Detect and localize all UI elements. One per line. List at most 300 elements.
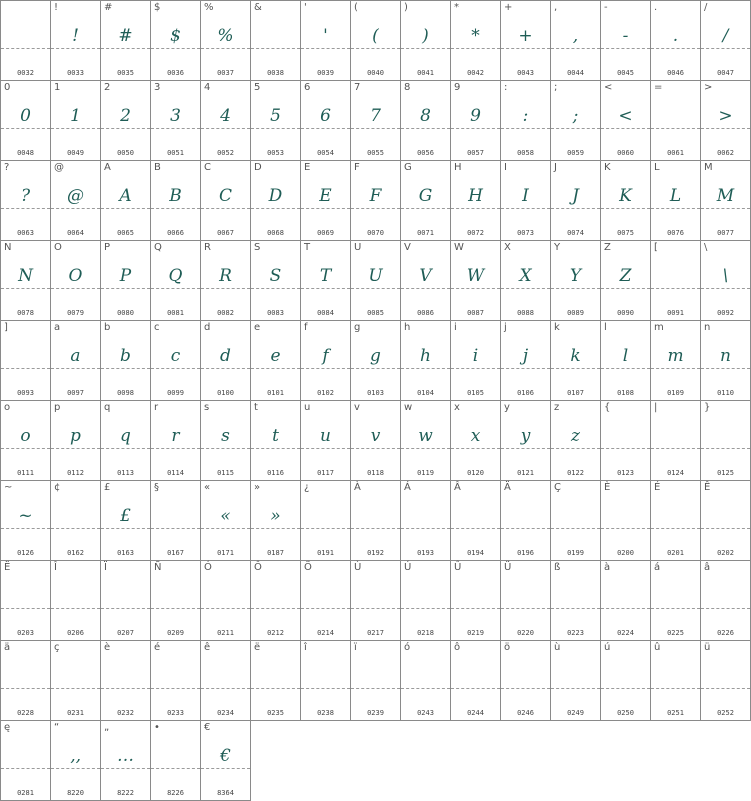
baseline-divider	[51, 528, 100, 529]
reference-char: E	[304, 162, 311, 173]
reference-char: Ä	[504, 482, 511, 493]
font-glyph: M	[716, 186, 735, 206]
char-code: 0064	[67, 229, 84, 237]
reference-char: 3	[154, 82, 161, 93]
char-code: 0069	[317, 229, 334, 237]
char-code: 0038	[267, 69, 284, 77]
font-glyph: >	[718, 106, 733, 126]
char-code: 0123	[617, 469, 634, 477]
reference-char: Û	[454, 562, 462, 573]
char-cell-0068	[251, 161, 301, 241]
char-code: 8364	[217, 789, 234, 797]
baseline-divider	[401, 128, 450, 129]
char-cell-0100	[201, 321, 251, 401]
char-cell-0231	[51, 641, 101, 721]
baseline-divider	[201, 208, 250, 209]
font-glyph	[651, 103, 700, 129]
char-code: 0071	[417, 229, 434, 237]
reference-char: ß	[554, 562, 561, 573]
char-cell-0207	[101, 561, 151, 641]
char-code: 0050	[117, 149, 134, 157]
font-glyph	[501, 663, 550, 689]
char-code: 0059	[567, 149, 584, 157]
char-cell-0232	[101, 641, 151, 721]
font-glyph: )	[422, 26, 429, 46]
char-code: 0060	[617, 149, 634, 157]
reference-char: d	[204, 322, 211, 333]
char-cell-0045	[601, 1, 651, 81]
reference-char: q	[104, 402, 111, 413]
char-cell-0224	[601, 561, 651, 641]
char-code: 0194	[467, 549, 484, 557]
char-cell-0073	[501, 161, 551, 241]
baseline-divider	[251, 288, 300, 289]
reference-char: i	[454, 322, 457, 333]
font-glyph: R	[219, 266, 232, 286]
font-glyph	[251, 23, 300, 49]
char-cell-8220	[51, 721, 101, 801]
font-glyph: !	[72, 26, 79, 46]
reference-char: S	[254, 242, 261, 253]
baseline-divider	[401, 448, 450, 449]
char-code: 0238	[317, 709, 334, 717]
font-glyph: 5	[270, 106, 281, 126]
font-glyph: F	[369, 186, 382, 206]
char-code: 0057	[467, 149, 484, 157]
baseline-divider	[701, 688, 750, 689]
char-code: 0115	[217, 469, 234, 477]
baseline-divider	[651, 288, 700, 289]
font-glyph	[401, 583, 450, 609]
char-code: 0192	[367, 549, 384, 557]
char-cell-0233	[151, 641, 201, 721]
font-glyph	[401, 663, 450, 689]
char-cell-0043	[501, 1, 551, 81]
font-glyph	[451, 583, 500, 609]
font-glyph: *	[471, 26, 480, 46]
reference-char: Ú	[404, 562, 412, 573]
char-cell-0064	[51, 161, 101, 241]
baseline-divider	[451, 528, 500, 529]
char-cell-0252	[701, 641, 751, 721]
char-cell-0251	[651, 641, 701, 721]
font-glyph: c	[170, 346, 181, 366]
char-cell-0243	[401, 641, 451, 721]
reference-char: ,	[554, 2, 558, 13]
reference-char: T	[304, 242, 311, 253]
reference-char: H	[454, 162, 462, 173]
reference-char: ï	[354, 642, 357, 653]
char-code: 0108	[617, 389, 634, 397]
reference-char: 7	[354, 82, 361, 93]
char-cell-0192	[351, 481, 401, 561]
char-cell-0124	[651, 401, 701, 481]
char-code: 0045	[617, 69, 634, 77]
char-cell-0209	[151, 561, 201, 641]
char-code: 0225	[667, 629, 684, 637]
baseline-divider	[1, 688, 50, 689]
baseline-divider	[701, 128, 750, 129]
font-glyph	[151, 663, 200, 689]
char-cell-0097	[51, 321, 101, 401]
char-cell-0033	[51, 1, 101, 81]
baseline-divider	[1, 448, 50, 449]
char-code: 8226	[167, 789, 184, 797]
font-glyph	[51, 503, 100, 529]
char-code: 0250	[617, 709, 634, 717]
reference-char: O	[54, 242, 62, 253]
char-cell-0281	[1, 721, 51, 801]
font-glyph	[601, 503, 650, 529]
font-glyph: $	[170, 26, 181, 46]
reference-char: Ñ	[154, 562, 162, 573]
char-code: 0058	[517, 149, 534, 157]
char-cell-0119	[401, 401, 451, 481]
char-code: 0087	[467, 309, 484, 317]
reference-char: -	[604, 2, 608, 13]
char-cell-0167	[151, 481, 201, 561]
reference-char: G	[404, 162, 412, 173]
font-glyph: 8	[420, 106, 431, 126]
char-code: 0112	[67, 469, 84, 477]
baseline-divider	[101, 688, 150, 689]
reference-char: Ù	[354, 562, 362, 573]
font-glyph	[451, 503, 500, 529]
baseline-divider	[451, 48, 500, 49]
char-cell-0206	[51, 561, 101, 641]
baseline-divider	[1, 528, 50, 529]
font-glyph: m	[667, 346, 684, 366]
reference-char: k	[554, 322, 560, 333]
char-cell-0228	[1, 641, 51, 721]
reference-char: î	[304, 642, 307, 653]
char-code: 0252	[717, 709, 734, 717]
font-glyph	[1, 743, 50, 769]
char-code: 0207	[117, 629, 134, 637]
char-cell-0048	[1, 81, 51, 161]
char-code: 0102	[317, 389, 334, 397]
reference-char: <	[604, 82, 613, 93]
font-glyph: C	[218, 186, 232, 206]
reference-char: b	[104, 322, 111, 333]
baseline-divider	[401, 528, 450, 529]
baseline-divider	[401, 608, 450, 609]
font-glyph: /	[722, 26, 729, 46]
char-cell-0238	[301, 641, 351, 721]
font-glyph	[51, 663, 100, 689]
font-glyph	[1, 583, 50, 609]
baseline-divider	[601, 48, 650, 49]
char-code: 0228	[17, 709, 34, 717]
char-code: 0046	[667, 69, 684, 77]
baseline-divider	[501, 48, 550, 49]
baseline-divider	[451, 208, 500, 209]
reference-char: 4	[204, 82, 211, 93]
font-glyph: r	[171, 426, 180, 446]
char-cell-0055	[351, 81, 401, 161]
char-cell-0246	[501, 641, 551, 721]
char-code: 0251	[667, 709, 684, 717]
char-code: 0054	[317, 149, 334, 157]
font-glyph: n	[720, 346, 731, 366]
char-cell-0162	[51, 481, 101, 561]
font-glyph: s	[221, 426, 230, 446]
baseline-divider	[501, 208, 550, 209]
font-glyph: €	[220, 746, 231, 766]
char-code: 0093	[17, 389, 34, 397]
char-cell-0116	[251, 401, 301, 481]
char-cell-0071	[401, 161, 451, 241]
char-cell-0084	[301, 241, 351, 321]
baseline-divider	[51, 368, 100, 369]
reference-char: U	[354, 242, 362, 253]
baseline-divider	[351, 368, 400, 369]
baseline-divider	[101, 368, 150, 369]
reference-char: ô	[454, 642, 461, 653]
char-cell-0112	[51, 401, 101, 481]
font-glyph: -	[622, 26, 629, 46]
baseline-divider	[351, 208, 400, 209]
baseline-divider	[601, 288, 650, 289]
reference-char: À	[354, 482, 361, 493]
font-glyph: »	[270, 506, 281, 526]
char-code: 0246	[517, 709, 534, 717]
char-code: 0099	[167, 389, 184, 397]
baseline-divider	[551, 368, 600, 369]
font-glyph	[1, 23, 50, 49]
font-glyph: N	[18, 266, 33, 286]
reference-char: C	[204, 162, 211, 173]
reference-char: o	[4, 402, 11, 413]
char-cell-0249	[551, 641, 601, 721]
char-cell-0053	[251, 81, 301, 161]
char-code: 0048	[17, 149, 34, 157]
font-glyph: O	[68, 266, 83, 286]
char-code: 0107	[567, 389, 584, 397]
char-code: 0106	[517, 389, 534, 397]
char-cell-0092	[701, 241, 751, 321]
reference-char: §	[154, 482, 159, 493]
baseline-divider	[101, 528, 150, 529]
baseline-divider	[351, 688, 400, 689]
reference-char: €	[204, 722, 211, 733]
char-code: 0193	[417, 549, 434, 557]
font-glyph: H	[468, 186, 483, 206]
font-glyph: ‚‚	[70, 746, 81, 766]
char-cell-0201	[651, 481, 701, 561]
baseline-divider	[501, 688, 550, 689]
font-glyph	[601, 663, 650, 689]
font-glyph: f	[322, 346, 329, 366]
char-cell-0108	[601, 321, 651, 401]
font-glyph: o	[20, 426, 31, 446]
char-cell-0086	[401, 241, 451, 321]
font-glyph	[301, 663, 350, 689]
reference-char: ê	[204, 642, 211, 653]
baseline-divider	[701, 48, 750, 49]
char-code: 0076	[667, 229, 684, 237]
baseline-divider	[351, 288, 400, 289]
char-code: 0085	[367, 309, 384, 317]
reference-char: V	[404, 242, 411, 253]
reference-char: a	[54, 322, 61, 333]
char-cell-0105	[451, 321, 501, 401]
baseline-divider	[651, 528, 700, 529]
font-glyph: \	[722, 266, 729, 286]
font-glyph	[1, 343, 50, 369]
char-cell-0070	[351, 161, 401, 241]
char-cell-0225	[651, 561, 701, 641]
font-glyph: 7	[370, 106, 381, 126]
char-cell-0123	[601, 401, 651, 481]
font-glyph: P	[119, 266, 132, 286]
reference-char: f	[304, 322, 308, 333]
reference-char: t	[254, 402, 258, 413]
char-cell-0059	[551, 81, 601, 161]
char-cell-0069	[301, 161, 351, 241]
char-cell-0121	[501, 401, 551, 481]
char-code: 0036	[167, 69, 184, 77]
font-glyph: z	[571, 426, 580, 446]
char-code: 0233	[167, 709, 184, 717]
font-glyph: k	[570, 346, 581, 366]
char-code: 0055	[367, 149, 384, 157]
baseline-divider	[301, 128, 350, 129]
reference-char: ~	[4, 482, 13, 493]
char-code: 0110	[717, 389, 734, 397]
font-glyph: h	[420, 346, 431, 366]
char-cell-0103	[351, 321, 401, 401]
char-code: 0209	[167, 629, 184, 637]
reference-char: I	[504, 162, 507, 173]
char-cell-0191	[301, 481, 351, 561]
font-glyph: J	[572, 186, 579, 206]
font-glyph: W	[466, 266, 485, 286]
char-cell-0051	[151, 81, 201, 161]
font-glyph	[701, 663, 750, 689]
font-glyph	[351, 663, 400, 689]
char-cell-0050	[101, 81, 151, 161]
baseline-divider	[201, 528, 250, 529]
font-glyph: L	[669, 186, 682, 206]
reference-char: g	[354, 322, 361, 333]
reference-char: Ê	[704, 482, 711, 493]
char-cell-0037	[201, 1, 251, 81]
font-glyph: i	[472, 346, 479, 366]
char-code: 0089	[567, 309, 584, 317]
char-code: 0101	[267, 389, 284, 397]
reference-char: „	[104, 722, 110, 733]
baseline-divider	[101, 768, 150, 769]
char-cell-0039	[301, 1, 351, 81]
char-cell-0211	[201, 561, 251, 641]
reference-char: K	[604, 162, 611, 173]
char-code: 0211	[217, 629, 234, 637]
reference-char: à	[604, 562, 611, 573]
font-glyph: '	[323, 26, 328, 46]
char-code: 0065	[117, 229, 134, 237]
reference-char: P	[104, 242, 111, 253]
baseline-divider	[651, 368, 700, 369]
char-code: 0074	[567, 229, 584, 237]
char-cell-0061	[651, 81, 701, 161]
reference-char: s	[204, 402, 210, 413]
font-glyph	[1, 663, 50, 689]
char-code: 0077	[717, 229, 734, 237]
baseline-divider	[151, 768, 200, 769]
char-cell-0066	[151, 161, 201, 241]
baseline-divider	[251, 128, 300, 129]
char-code: 0070	[367, 229, 384, 237]
reference-char: /	[704, 2, 708, 13]
reference-char: )	[404, 2, 408, 13]
baseline-divider	[1, 368, 50, 369]
char-code: 0067	[217, 229, 234, 237]
char-code: 0114	[167, 469, 184, 477]
baseline-divider	[351, 128, 400, 129]
reference-char: Ë	[4, 562, 11, 573]
char-code: 0121	[517, 469, 534, 477]
char-code: 0047	[717, 69, 734, 77]
baseline-divider	[601, 608, 650, 609]
char-cell-0199	[551, 481, 601, 561]
font-glyph: j	[522, 346, 529, 366]
baseline-divider	[251, 528, 300, 529]
char-code: 0220	[517, 629, 534, 637]
char-code: 0081	[167, 309, 184, 317]
char-cell-0052	[201, 81, 251, 161]
char-cell-0032	[1, 1, 51, 81]
font-glyph	[151, 503, 200, 529]
char-code: 0120	[467, 469, 484, 477]
reference-char: á	[654, 562, 661, 573]
font-glyph: Q	[168, 266, 183, 286]
char-code: 0249	[567, 709, 584, 717]
reference-char: @	[54, 162, 64, 173]
reference-char: â	[704, 562, 711, 573]
baseline-divider	[451, 128, 500, 129]
font-glyph	[151, 583, 200, 609]
char-code: 0226	[717, 629, 734, 637]
reference-char: è	[104, 642, 111, 653]
reference-char: É	[654, 482, 661, 493]
char-code: 0053	[267, 149, 284, 157]
font-glyph: w	[418, 426, 433, 446]
char-cell-8364	[201, 721, 251, 801]
reference-char: Y	[554, 242, 561, 253]
baseline-divider	[601, 368, 650, 369]
char-code: 0281	[17, 789, 34, 797]
reference-char: 5	[254, 82, 261, 93]
char-code: 0073	[517, 229, 534, 237]
baseline-divider	[101, 128, 150, 129]
font-glyph	[551, 503, 600, 529]
reference-char: Ç	[554, 482, 561, 493]
reference-char: $	[154, 2, 161, 13]
char-cell-0220	[501, 561, 551, 641]
font-glyph	[701, 583, 750, 609]
char-cell-0193	[401, 481, 451, 561]
font-glyph: S	[269, 266, 282, 286]
reference-char: B	[154, 162, 161, 173]
char-cell-0212	[251, 561, 301, 641]
font-glyph	[101, 583, 150, 609]
char-code: 0075	[617, 229, 634, 237]
baseline-divider	[601, 528, 650, 529]
baseline-divider	[301, 208, 350, 209]
baseline-divider	[301, 368, 350, 369]
char-cell-0126	[1, 481, 51, 561]
